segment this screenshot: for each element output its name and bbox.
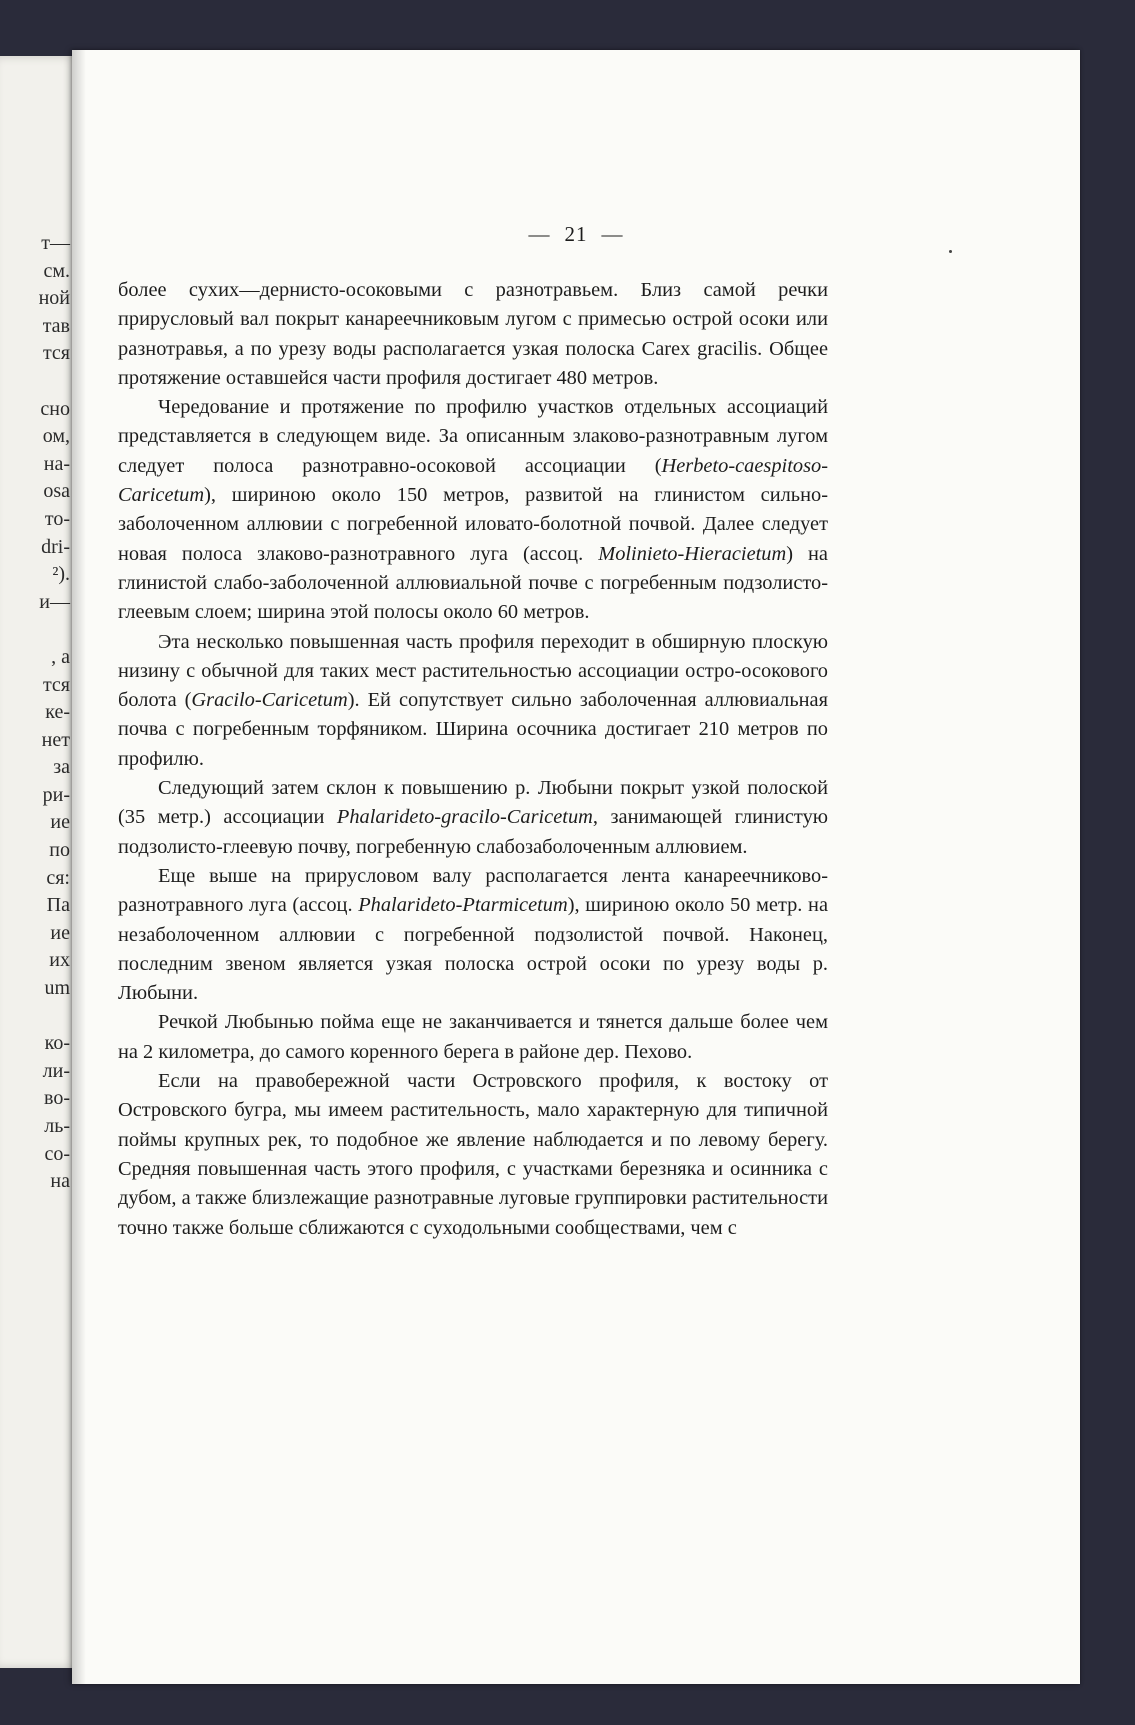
facing-page-fragment: ли- — [42, 1059, 70, 1082]
latin-association-name: Phalarideto-gracilo-Caricetum — [336, 806, 593, 829]
facing-page-fragment: ке- — [45, 701, 70, 724]
facing-page-text — [39, 230, 70, 1196]
facing-page-fragment: ие — [50, 921, 70, 944]
facing-page-fragment — [39, 616, 70, 644]
facing-page-fragment: сно — [40, 397, 70, 420]
facing-page-fragment: со- — [44, 1142, 70, 1165]
paragraph — [118, 628, 828, 774]
facing-page-fragment: за — [53, 756, 70, 779]
facing-page-fragment: тав — [42, 314, 70, 337]
facing-page-fragment — [39, 368, 70, 396]
paragraph — [118, 862, 828, 1008]
paragraph — [118, 1067, 828, 1243]
latin-association-name: Herbeto-caespitoso-Caricetum — [118, 454, 828, 507]
paragraph-text: Еще выше на прирусловом валу располагается лента канареечниково-разнотравного луга (ассоц. — [118, 864, 828, 917]
latin-association-name: Molinieto-Hieracietum — [598, 542, 787, 565]
paragraph-text: Следующий затем склон к повышению р. Любыни покрыт узкой полоской (35 метр.) ассоциации — [118, 777, 828, 829]
facing-page-fragment: dri- — [41, 535, 70, 558]
facing-page-fragment: их — [49, 949, 70, 972]
facing-page-fragment: на — [50, 1170, 70, 1193]
latin-association-name: Phalarideto-Ptarmicetum — [358, 894, 568, 917]
facing-page-fragment: и— — [39, 590, 70, 613]
paragraph-text: ) на глинистой слабо-заболоченной аллювиальной почве с погребенным подзолисто-глеевым слоем; ширина этой полосы около 60 метров. — [118, 542, 828, 624]
facing-page-fragment: ся: — [46, 866, 70, 889]
paragraph-text: Если на правобережной части Островского профиля, к востоку от Островского бугра, мы имеем растительность, мало характерную для типичной поймы крупных рек, то подобное же явление наблюдается и по левому берегу. Средняя повышенная часть этого профиля, с участками березняка и осинника с дубом, а также близлежащие разнотравные луговые группировки растительности точно также больше сближаются с суходольными сообществами, чем с — [118, 1070, 828, 1239]
ink-speck — [949, 250, 952, 253]
body-text — [118, 276, 828, 1243]
facing-page-fragment — [39, 1003, 70, 1031]
facing-page-fragment: , а — [51, 645, 70, 668]
page-number-value: 21 — [564, 222, 588, 246]
paragraph-text: Эта несколько повышенная часть профиля переходит в обширную плоскую низину с обычной для таких мест растительностью ассоциации остро-осокового болота ( — [118, 630, 828, 712]
facing-page-fragment: на- — [43, 452, 70, 475]
facing-page-fragment: ие — [50, 811, 70, 834]
facing-page-fragment: ри- — [42, 783, 70, 806]
facing-page-fragment: ной — [38, 287, 70, 310]
paragraph — [118, 276, 828, 393]
paragraph-text: ). Ей сопутствует сильно заболоченная аллювиальная почва с погребенным торфяником. Ширина осочника достигает 210 метров по профилю. — [118, 689, 828, 770]
facing-page-fragment: osa — [43, 480, 70, 503]
page-number: — 21 — — [528, 222, 624, 246]
paragraph — [118, 774, 828, 862]
facing-page-fragment: тся — [42, 342, 70, 365]
paragraph — [118, 393, 828, 627]
facing-page-fragment: см. — [43, 259, 70, 282]
paragraph-text: ), шириною около 50 метр. на незаболоченном аллювии с погребенной подзолистой почвой. Наконец, последним звеном является узкая полоска острой осоки по урезу воды р. Любыни. — [118, 894, 829, 1005]
paragraph-text: Чередование и протяжение по профилю участков отдельных ассоциаций представляется в следующем виде. За описанным злаково-разнотравным лугом следует полоса разнотравно-осоковой ассоциации ( — [118, 396, 828, 477]
facing-page-fragment: Па — [46, 894, 70, 917]
latin-association-name: Gracilo-Caricetum — [191, 689, 348, 712]
page-gutter-shadow — [72, 50, 86, 1684]
facing-page-fragment: ль- — [44, 1115, 70, 1137]
facing-page-fragment: нет — [41, 728, 70, 751]
facing-page-fragment: то- — [44, 507, 70, 530]
facing-page — [0, 56, 78, 1668]
facing-page-fragment: т— — [41, 232, 70, 254]
book-page — [72, 50, 1080, 1684]
paragraph-text: Речкой Любынью пойма еще не заканчивается и тянется дальше более чем на 2 километра, до самого коренного берега в районе дер. Пехово. — [118, 1011, 828, 1063]
paragraph — [118, 1008, 828, 1067]
facing-page-fragment: тся — [42, 673, 70, 696]
facing-page-fragment: ко- — [44, 1032, 70, 1055]
facing-page-fragment: ом, — [42, 425, 70, 448]
paragraph-text: , занимающей глинистую подзолисто-глеевую почву, погребенную слабозаболоченным аллювием. — [118, 806, 829, 858]
paragraph-text: ), шириною около 150 метров, развитой на глинистом сильно-заболоченном аллювии с погребенной иловато-болотной почвой. Далее следует новая полоса злаково-разнотравного луга (ассоц. — [118, 484, 828, 565]
facing-page-fragment: по — [49, 839, 70, 862]
facing-page-fragment: во- — [44, 1087, 70, 1110]
facing-page-fragment: um — [44, 977, 70, 1000]
facing-page-fragment: ²). — [52, 563, 70, 586]
paragraph-text: более сухих—дернисто-осоковыми с разнотравьем. Близ самой речки прирусловый вал покрыт канареечниковым лугом с примесью острой осоки или разнотравья, а по урезу воды располагается узкая полоска Carex gracilis. Общее протяжение оставшейся части профиля достигает 480 метров. — [118, 279, 828, 389]
